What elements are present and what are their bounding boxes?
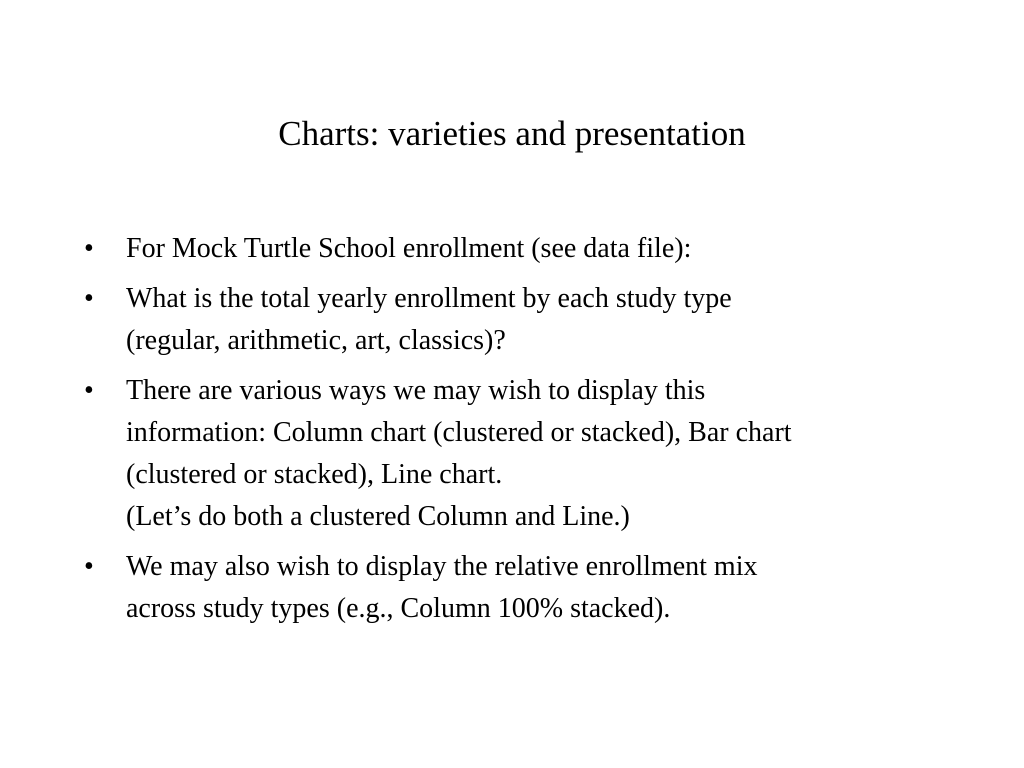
bullet-text-line: What is the total yearly enrollment by each study type <box>126 283 732 314</box>
bullet-text-line: For Mock Turtle School enrollment (see data file): <box>126 233 692 264</box>
bullet-text-line: We may also wish to display the relative enrollment mix <box>126 551 758 582</box>
bullet-list <box>84 228 964 638</box>
bullet-item-total-yearly <box>84 278 964 362</box>
bullet-text-line: across study types (e.g., Column 100% stacked). <box>126 593 671 624</box>
bullet-text-line: information: Column chart (clustered or stacked), Bar chart <box>126 417 792 448</box>
bullet-item-display-ways <box>84 370 964 538</box>
slide-title: Charts: varieties and presentation <box>278 114 746 153</box>
bullet-item-enrollment-mix <box>84 546 964 630</box>
bullet-item-enrollment <box>84 228 964 270</box>
bullet-dot-icon: • <box>84 283 94 314</box>
bullet-dot-icon: • <box>84 233 94 264</box>
bullet-text-line: (Let’s do both a clustered Column and Line.) <box>126 501 630 532</box>
bullet-dot-icon: • <box>84 375 94 406</box>
bullet-text-line: (clustered or stacked), Line chart. <box>126 459 503 490</box>
bullet-dot-icon: • <box>84 551 94 582</box>
bullet-text-line: There are various ways we may wish to display this <box>126 375 706 406</box>
bullet-text-line: (regular, arithmetic, art, classics)? <box>126 325 506 356</box>
